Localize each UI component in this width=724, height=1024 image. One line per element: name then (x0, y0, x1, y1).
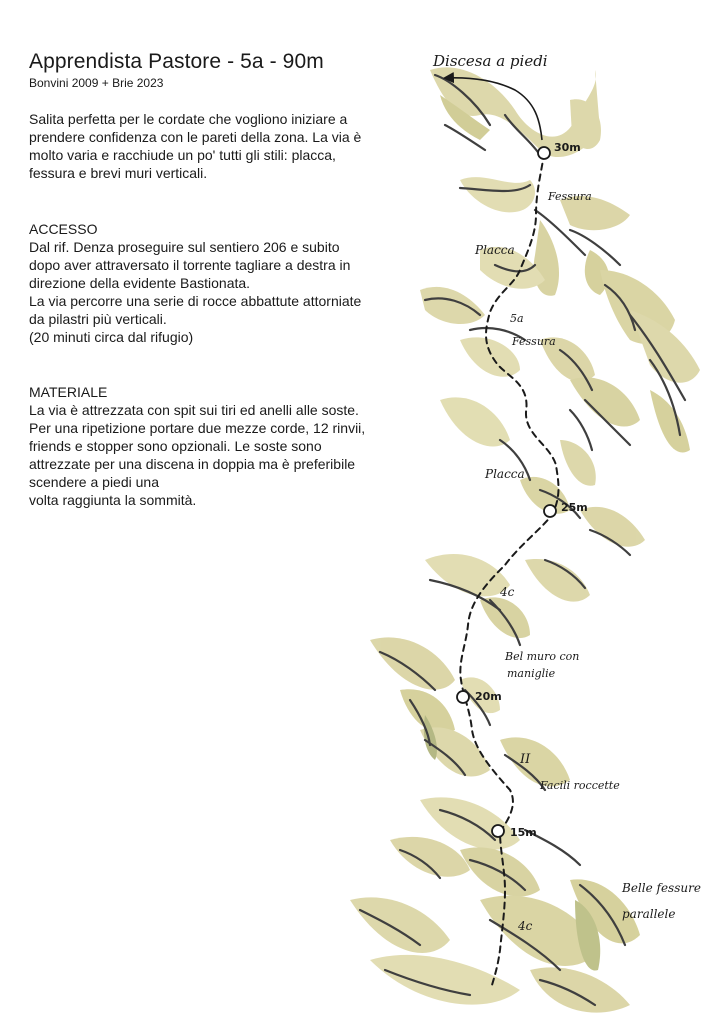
belay-label-25m: 25m (561, 501, 588, 514)
intro-line: prendere confidenza con le pareti della zona. La via è (29, 129, 362, 145)
note-belle-fessure-1: Belle fessure (622, 881, 701, 895)
note-grade-5a: 5a (510, 312, 524, 325)
note-bel-muro-1: Bel muro con (505, 650, 580, 663)
note-bel-muro-2: maniglie (507, 667, 556, 680)
route-topo (330, 40, 724, 1024)
accesso-line: (20 minuti circa dal rifugio) (29, 329, 194, 345)
accesso-line: La via percorre una serie di rocce abbattute attorniate (29, 293, 362, 309)
materiale-line: La via è attrezzata con spit sui tiri ed anelli alle soste. (29, 402, 359, 418)
note-fessura-mid: Fessura (512, 335, 556, 348)
materiale-line: friends e stopper sono opzionali. Le soste sono (29, 438, 322, 454)
accesso-line: direzione della evidente Bastionata. (29, 275, 251, 291)
note-grade-4c-low: 4c (518, 919, 533, 933)
intro-line: molto varia e racchiude un po' tutti gli stili: placca, (29, 147, 336, 163)
accesso-line: dopo aver attraversato il torrente tagliare a destra in (29, 257, 351, 273)
rock-wash (350, 67, 700, 1012)
accesso-line: Dal rif. Denza proseguire sul sentiero 206 e subito (29, 239, 340, 255)
note-placca-top: Placca (475, 243, 515, 257)
materiale-line: volta raggiunta la sommità. (29, 492, 197, 508)
intro-line: Salita perfetta per le cordate che vogliono iniziare a (29, 111, 348, 127)
materiale-line: Per una ripetizione portare due mezze corde, 12 rinvii, (29, 420, 366, 436)
note-placca-mid: Placca (485, 467, 525, 481)
note-facili-roccette: Facili roccette (540, 779, 620, 792)
materiale-line: attrezzate per una discena in doppia ma è preferibile (29, 456, 356, 472)
note-grade-II: II (520, 752, 531, 767)
intro-line: fessura e brevi muri verticali. (29, 165, 208, 181)
accesso-line: da pilastri più verticali. (29, 311, 167, 327)
page-subtitle: Bonvini 2009 + Brie 2023 (29, 76, 164, 90)
materiale-heading: MATERIALE (29, 384, 108, 400)
descent-label: Discesa a piedi (433, 52, 548, 70)
page-title: Apprendista Pastore - 5a - 90m (29, 50, 324, 73)
belay-label-30m: 30m (554, 141, 581, 154)
materiale-line: scendere a piedi una (29, 474, 159, 490)
belay-label-15m: 15m (510, 826, 537, 839)
belay-label-20m: 20m (475, 690, 502, 703)
note-grade-4c-mid: 4c (500, 585, 515, 599)
accesso-heading: ACCESSO (29, 221, 98, 237)
note-belle-fessure-2: parallele (622, 907, 676, 921)
note-fessura-top: Fessura (548, 190, 592, 203)
